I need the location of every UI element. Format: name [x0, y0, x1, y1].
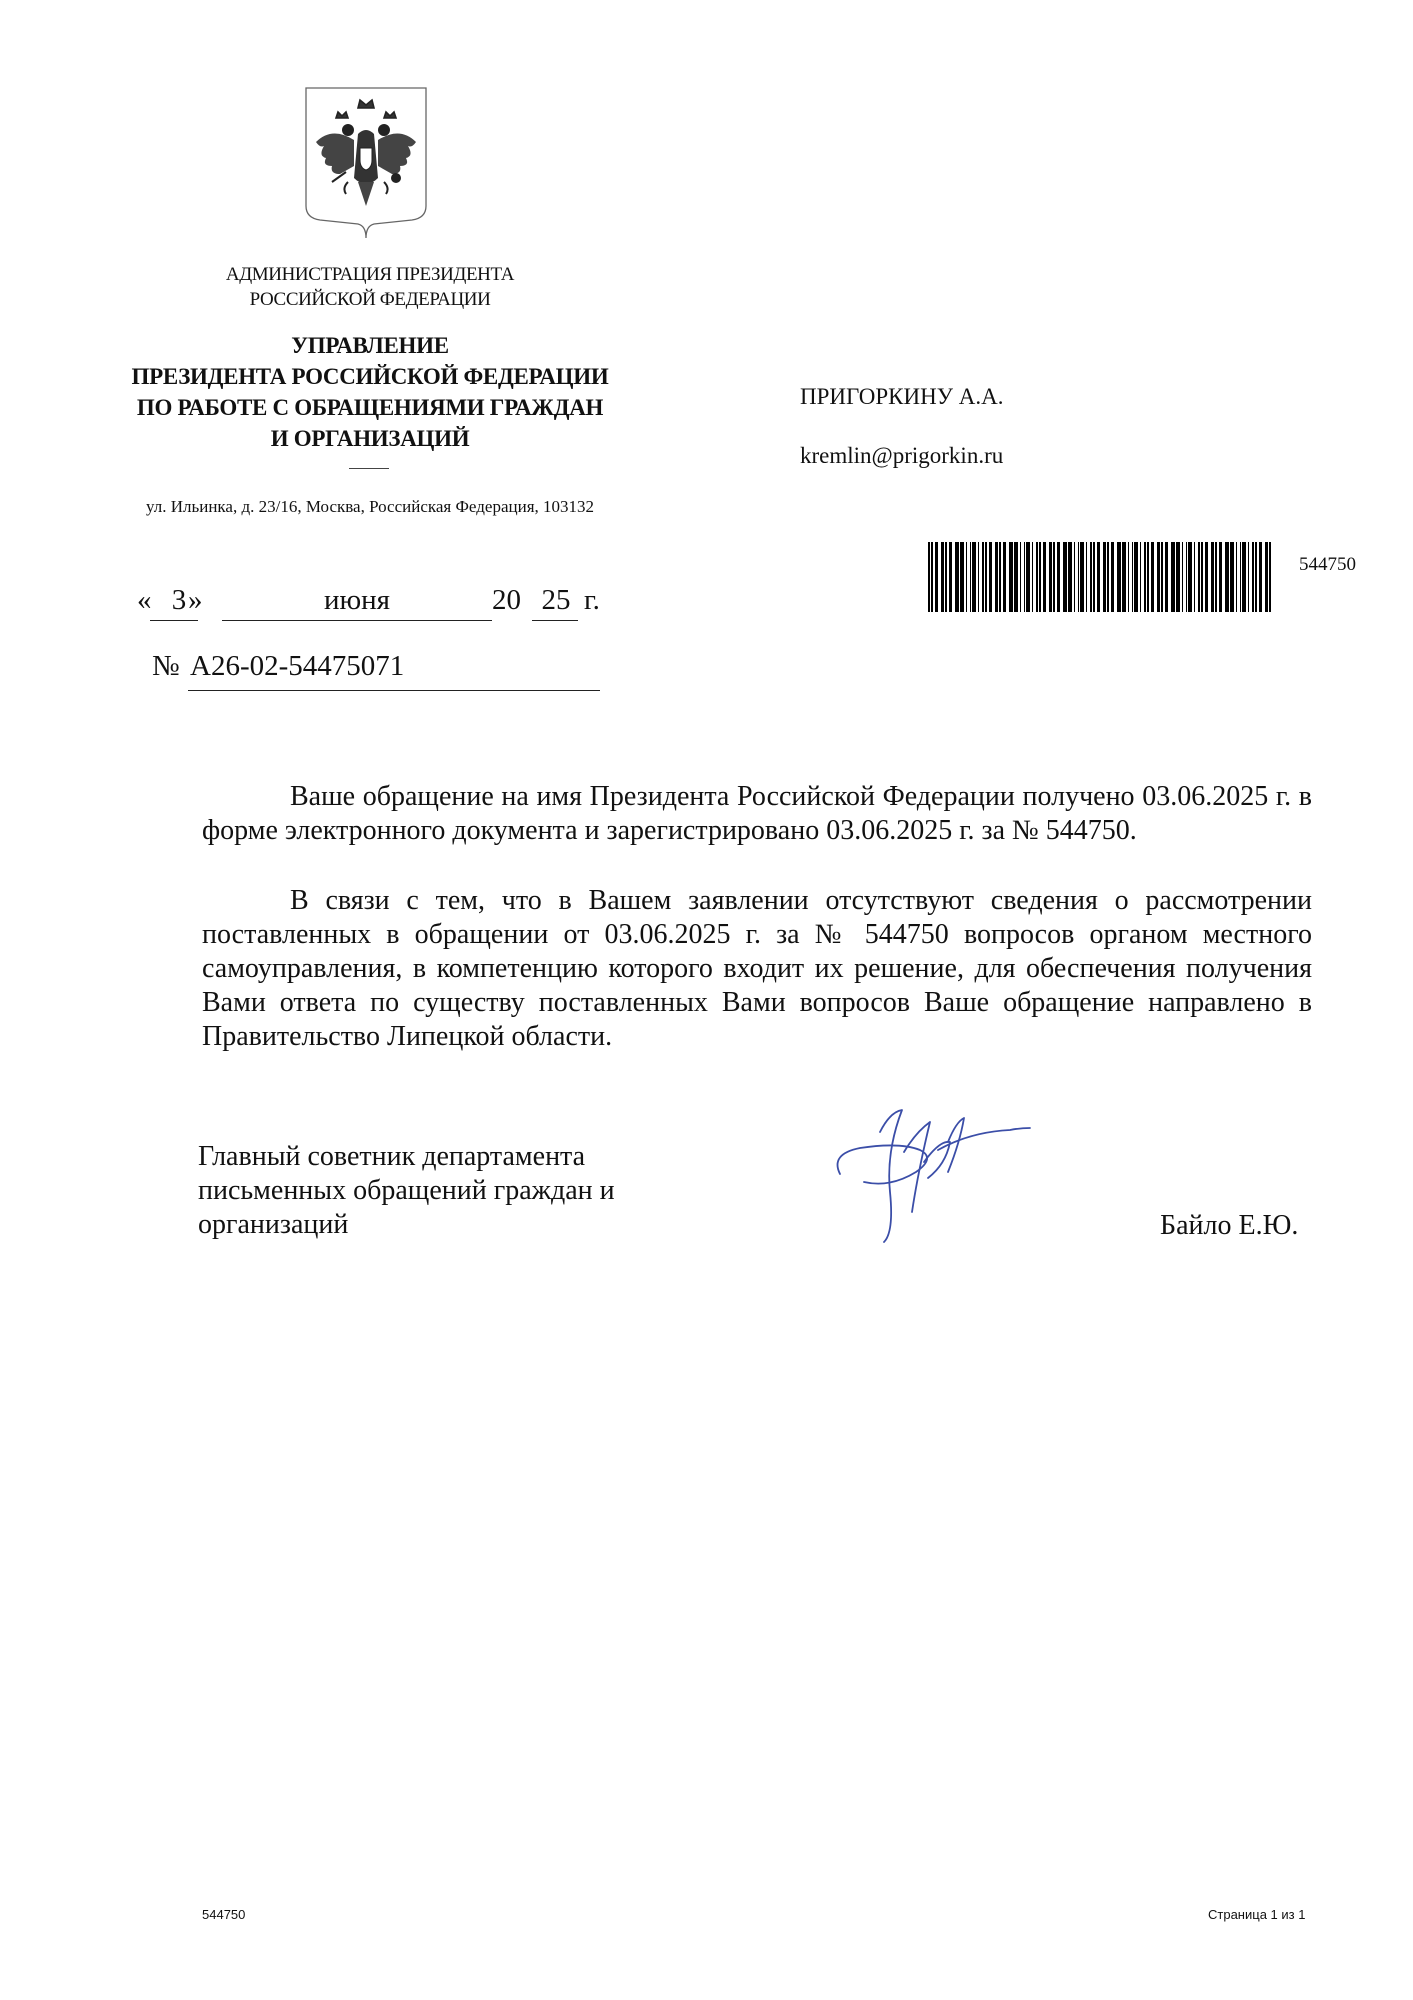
registration-number-sign: № [152, 650, 180, 682]
administration-heading [170, 262, 570, 312]
signer-title-line-3: организаций [198, 1209, 349, 1240]
registration-number: А26-02-54475071 [190, 650, 405, 682]
footer-document-code: 544750 [202, 1907, 246, 1922]
date-suffix: г. [584, 584, 600, 616]
administration-line-2: РОССИЙСКОЙ ФЕДЕРАЦИИ [249, 289, 491, 310]
coat-of-arms-icon [302, 86, 430, 241]
department-heading [110, 330, 630, 454]
body-paragraph-1: Ваше обращение на имя Президента Российской Федерации получено 03.06.2025 г. в форме электронного документа и зарегистрировано 03.06.2025 г. за № 544750. [202, 781, 1312, 846]
administration-line-1: АДМИНИСТРАЦИЯ ПРЕЗИДЕНТА [225, 264, 515, 285]
date-quote-right: » [188, 584, 203, 616]
body-paragraph-2: В связи с тем, что в Вашем заявлении отсутствуют сведения о рассмотрении поставленных в обращении от 03.06.2025 г. за № 544750 вопросов органом местного самоуправления, в компетенцию которого входит их решение, для обеспечения получения Вами ответа по существу поставленных Вами вопросов Ваше обращение направлено в Правительство Липецкой области. [202, 885, 1312, 1052]
signer-title-line-2: письменных обращений граждан и [198, 1175, 615, 1206]
date-day: 3 [171, 584, 187, 616]
barcode-number: 544750 [1299, 554, 1356, 575]
signer-title [198, 1140, 698, 1242]
department-line-3: ПО РАБОТЕ С ОБРАЩЕНИЯМИ ГРАЖДАН [136, 395, 604, 420]
heading-divider [349, 468, 389, 469]
department-line-4: И ОРГАНИЗАЦИЙ [270, 426, 470, 451]
footer-page-number: Страница 1 из 1 [1208, 1907, 1306, 1922]
date-month-underline [222, 620, 492, 621]
recipient-name: ПРИГОРКИНУ А.А. [800, 384, 1004, 409]
date-year: 25 [541, 584, 571, 616]
date-year-underline [532, 620, 578, 621]
recipient-email: kremlin@prigorkin.ru [800, 443, 1004, 468]
date-month: июня [323, 584, 391, 616]
signer-name: Байло Е.Ю. [1160, 1210, 1299, 1241]
department-line-1: УПРАВЛЕНИЕ [291, 333, 449, 358]
registration-number-underline [188, 690, 600, 691]
signer-title-line-1: Главный советник департамента [198, 1141, 586, 1172]
barcode-icon [928, 542, 1274, 612]
date-century: 20 [492, 584, 521, 616]
date-day-underline [150, 620, 198, 621]
date-quote-left: « [137, 584, 152, 616]
sender-address: ул. Ильинка, д. 23/16, Москва, Российская Федерация, 103132 [145, 497, 595, 516]
department-line-2: ПРЕЗИДЕНТА РОССИЙСКОЙ ФЕДЕРАЦИИ [131, 364, 609, 389]
handwritten-signature-icon [820, 1092, 1050, 1252]
